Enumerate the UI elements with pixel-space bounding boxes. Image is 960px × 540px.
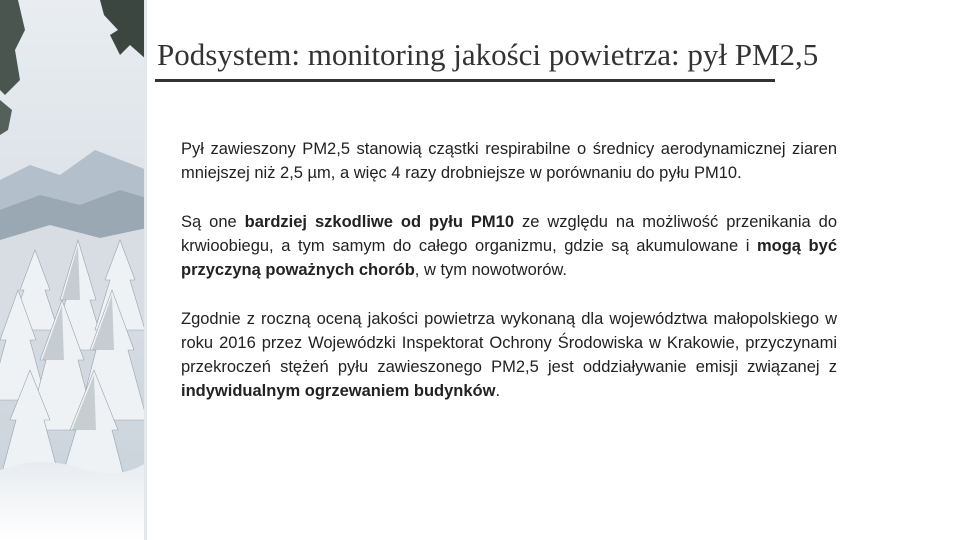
body-paragraph-1	[181, 137, 837, 185]
paragraph-text: Pył zawieszony PM2,5 stanowią cząstki respirabilne o średnicy aerodynamicznej ziaren mniejszej niż 2,5 µm, a więc 4 razy drobniejsze w porównaniu do pyłu PM10.	[181, 140, 837, 182]
title-underline	[155, 79, 775, 82]
slide-title: Podsystem: monitoring jakości powietrza: pył PM2,5	[157, 37, 819, 72]
emphasized-text: mogą być przyczyną poważnych chorób	[181, 237, 837, 279]
winter-forest-illustration	[0, 0, 147, 540]
slide-body	[181, 137, 837, 428]
paragraph-text: ze względu na możliwość przenikania do krwioobiegu, a tym samym do całego organizmu, gdzie są akumulowane i	[181, 213, 837, 255]
body-paragraph-3	[181, 307, 837, 403]
body-paragraph-2	[181, 210, 837, 282]
paragraph-text: Są one	[181, 213, 245, 231]
paragraph-text: , w tym nowotworów.	[414, 261, 568, 279]
paragraph-text: Zgodnie z roczną oceną jakości powietrza wykonaną dla województwa małopolskiego w roku 2016 przez Wojewódzki Inspektorat Ochrony Środowiska w Krakowie, przyczynami przekroczeń stężeń pyłu zawieszonego PM2,5 jest oddziaływanie emisji związanej z	[181, 310, 837, 376]
paragraph-text: .	[495, 382, 501, 400]
emphasized-text: bardziej szkodliwe od pyłu PM10	[244, 213, 515, 231]
winter-forest-image	[0, 0, 147, 540]
emphasized-text: indywidualnym ogrzewaniem budynków	[181, 382, 496, 400]
